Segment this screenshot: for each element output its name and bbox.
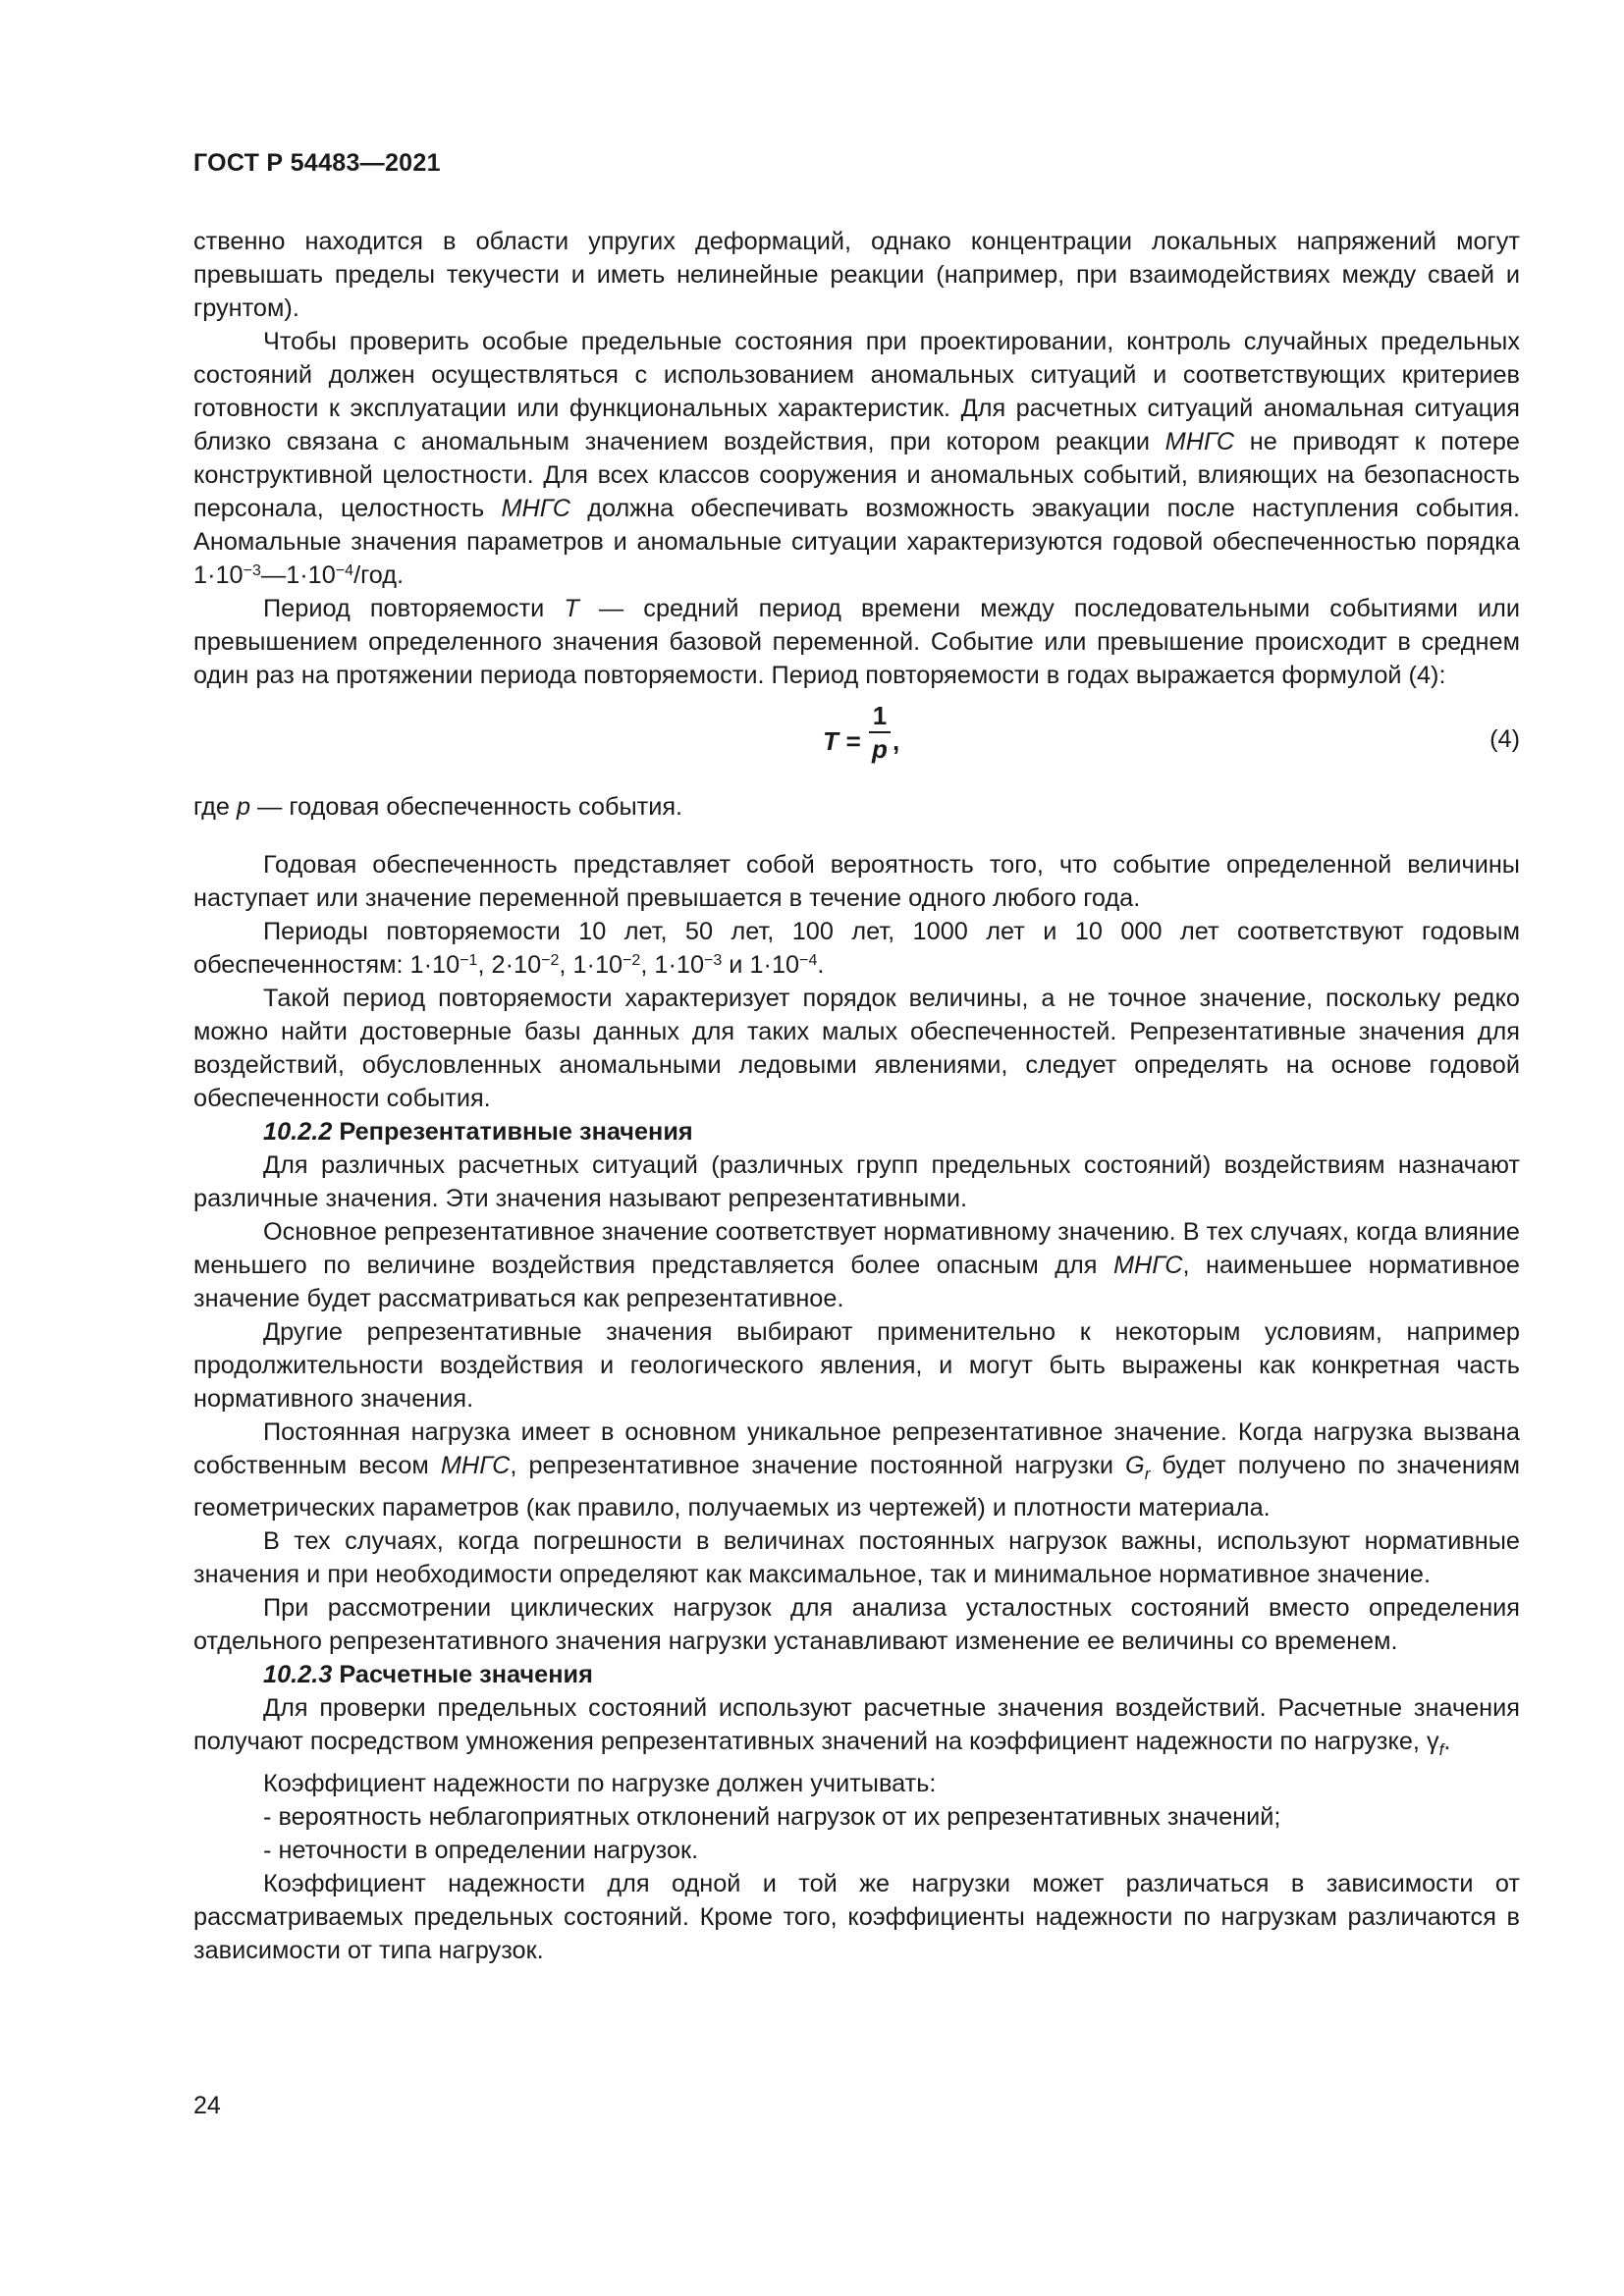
list-item: - вероятность неблагоприятных отклонений нагрузок от их репрезентативных значений;	[263, 1803, 1281, 1832]
formula-comma: ,	[893, 726, 900, 756]
text-run: .	[1443, 1728, 1451, 1756]
text-run: .	[817, 951, 825, 979]
exponent: −3	[243, 562, 261, 579]
section-title: Расчетные значения	[332, 1661, 593, 1689]
formula-number: (4)	[1489, 725, 1520, 753]
fraction-numerator: 1	[872, 701, 888, 730]
exponent: −2	[623, 952, 641, 969]
text-run: —1·10	[260, 561, 336, 589]
formula-legend	[193, 790, 1520, 824]
text-run: Для проверки предельных состояний используют расчетные значения воздействий. Расчетные значения получают посредством умножения репрезентативных значений на коэффициент надежности по нагрузке,	[193, 1694, 1520, 1756]
exponent: −3	[704, 952, 723, 969]
paragraph-design-values	[193, 1691, 1520, 1767]
list-item: - неточности в определении нагрузок.	[263, 1837, 699, 1865]
abbr-mngs: МНГС	[501, 495, 570, 522]
abbr-mngs: МНГС	[440, 1452, 511, 1479]
fraction-denominator: p	[872, 734, 888, 764]
paragraph-order-of-magnitude: Такой период повторяемости характеризует порядок величины, а не точное значение, поскольку редко можно найти достоверные базы данных для таких малых обеспеченностей. Репрезентативные значения для воздействий, обусловленных аномальными ледовыми явлениями, следует определять на основе годовой обеспеченности события.	[193, 985, 1520, 1112]
text-run: Период повторяемости	[263, 595, 565, 622]
text-run: и 1·10	[722, 951, 800, 979]
fraction-bar	[869, 731, 891, 733]
text-run: , 2·10	[477, 951, 542, 979]
symbol-G: G	[1125, 1452, 1145, 1479]
abbr-mngs: МНГС	[1164, 428, 1235, 455]
paragraph-cyclic-loads: При рассмотрении циклических нагрузок для анализа усталостных состояний вместо определения отдельного репрезентативного значения нагрузки устанавливают изменение ее величины со временем.	[193, 1594, 1520, 1656]
text-run: — средний период времени между последовательными событиями или превышением определенного значения базовой переменной. Событие или превышение происходит в среднем один раз на протяжении периода повторяемости. Период повторяемости в годах выражается формулой (4):	[193, 595, 1520, 689]
section-number: 10.2.2	[263, 1118, 333, 1146]
section-number: 10.2.3	[263, 1661, 333, 1689]
formula-4	[193, 701, 1520, 783]
text-run: , репрезентативное значение постоянной нагрузки	[510, 1452, 1126, 1479]
text-run: , 1·10	[559, 951, 623, 979]
section-heading-10-2-2	[193, 1115, 1520, 1148]
text-run: /год.	[353, 561, 405, 589]
text-run: не приводят к потере конструктивной целостности. Для всех классов сооружения и аномальных событий, влияющих на безопасность персонала, целостность	[193, 428, 1520, 522]
paragraph-special-limit-states	[193, 325, 1520, 592]
section-title: Репрезентативные значения	[332, 1118, 693, 1146]
formula-fraction	[869, 701, 891, 764]
document-body	[193, 225, 1520, 1967]
page-number: 24	[193, 2092, 221, 2119]
abbr-mngs: МНГС	[1112, 1252, 1183, 1279]
exponent: −2	[541, 952, 560, 969]
exponent: −4	[335, 562, 354, 579]
text-run: Основное репрезентативное значение соответствует нормативному значению. В тех случаях, когда влияние меньшего по величине воздействия представляется более опасным для	[193, 1218, 1520, 1279]
paragraph-safety-factor-intro: Коэффициент надежности по нагрузке должен учитывать:	[263, 1770, 937, 1798]
paragraph-permanent-load	[193, 1415, 1520, 1524]
document-header: ГОСТ Р 54483—2021	[193, 149, 441, 177]
text-run: Периоды повторяемости 10 лет, 50 лет, 100 лет, 1000 лет и 10 000 лет соответствуют годовым обеспеченностям: 1·10	[193, 918, 1520, 979]
text-run: , наименьшее нормативное значение будет рассматриваться как репрезентативное.	[193, 1252, 1520, 1312]
text-run: будет получено по значениям геометрических параметров (как правило, получаемых из чертежей) и плотности материала.	[193, 1452, 1521, 1522]
section-heading-10-2-3	[193, 1658, 1520, 1691]
text-run: , 1·10	[640, 951, 705, 979]
paragraph-return-periods	[193, 915, 1520, 982]
paragraph-load-errors: В тех случаях, когда погрешности в величинах постоянных нагрузок важны, используют нормативные значения и при необходимости определяют как максимальное, так и минимальное нормативное значение.	[193, 1527, 1520, 1589]
exponent: −1	[460, 952, 478, 969]
symbol-gamma: γ	[1426, 1728, 1439, 1756]
paragraph-continuation: ственно находится в области упругих деформаций, однако концентрации локальных напряжений могут превышать пределы текучести и иметь нелинейные реакции (например, при взаимодействиях между сваей и грунтом).	[193, 228, 1520, 322]
text-run: должна обеспечивать возможность эвакуации после наступления события. Аномальные значения параметров и аномальные ситуации характеризуются годовой обеспеченностью порядка 1·10	[193, 495, 1521, 589]
text-run: Постоянная нагрузка имеет в основном уникальное репрезентативное значение. Когда нагрузка вызвана собственным весом	[193, 1418, 1520, 1479]
text-run: где	[193, 793, 237, 821]
symbol-f: f	[1438, 1740, 1444, 1760]
paragraph-other-representative: Другие репрезентативные значения выбирают применительно к некоторым условиям, например продолжительности воздействия и геологического явления, и могут быть выражены как конкретная часть нормативного значения.	[193, 1318, 1520, 1413]
symbol-p: p	[236, 793, 251, 821]
symbol-r: r	[1144, 1465, 1151, 1484]
paragraph-main-representative	[193, 1215, 1520, 1315]
formula-lhs: T =	[823, 726, 861, 756]
exponent: −4	[799, 952, 818, 969]
paragraph-return-period	[193, 592, 1520, 692]
paragraph-annual-probability: Годовая обеспеченность представляет собой вероятность того, что событие определенной величины наступает или значение переменной превышается в течение одного любого года.	[193, 851, 1520, 912]
symbol-T: T	[564, 595, 579, 622]
text-run: Чтобы проверить особые предельные состояния при проектировании, контроль случайных предельных состояний должен осуществляться с использованием аномальных ситуаций и соответствующих критериев готовности к эксплуатации или функциональных характеристик. Для расчетных ситуаций аномальная ситуация близко связана с аномальным значением воздействия, при котором реакции	[193, 328, 1520, 455]
paragraph-safety-factor-variation: Коэффициент надежности для одной и той же нагрузки может различаться в зависимости от рассматриваемых предельных состояний. Кроме того, коэффициенты надежности по нагрузкам различаются в зависимости от типа нагрузок.	[193, 1870, 1520, 1965]
paragraph-representative-intro: Для различных расчетных ситуаций (различных групп предельных состояний) воздействиям назначают различные значения. Эти значения называют репрезентативными.	[193, 1151, 1520, 1212]
text-run: — годовая обеспеченность события.	[250, 793, 683, 821]
